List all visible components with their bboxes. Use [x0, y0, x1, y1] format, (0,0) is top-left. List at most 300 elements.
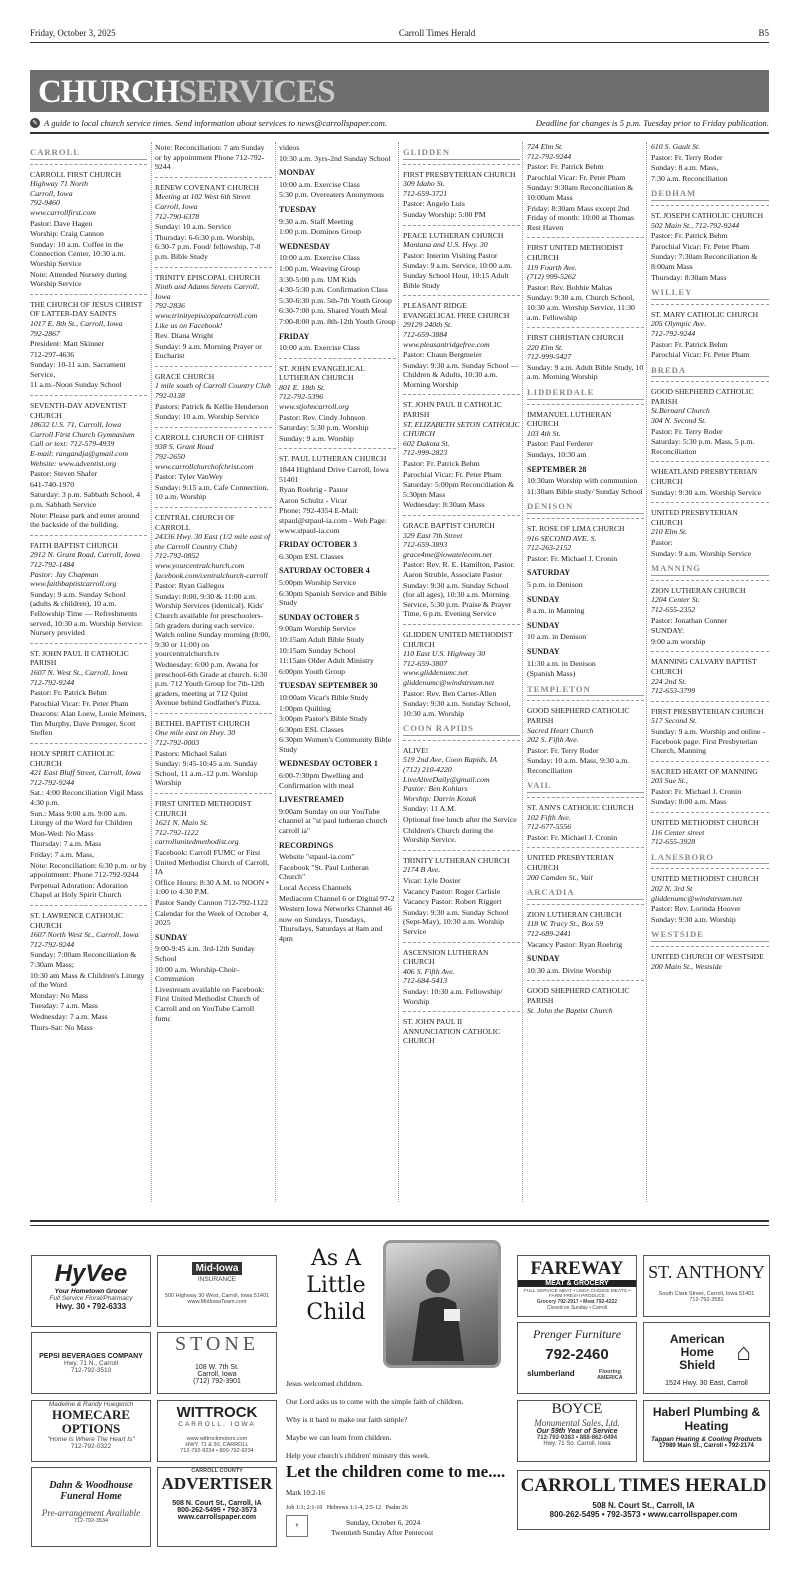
service-line: 10 a.m. in Denison [527, 632, 587, 642]
church-name: ST. JOHN PAUL II ANNUNCIATION CATHOLIC CHURCH [403, 1017, 501, 1046]
church-address: 502 Main St., 712-792-9244 [651, 220, 740, 230]
service-line: Sunday: 11 A.M. [403, 804, 456, 814]
schedule-day-heading: SUNDAY [527, 646, 560, 656]
service-line: Livestream available on Facebook: First United Methodist Church of Carroll and on YouTube Carroll fumc [155, 984, 265, 1023]
church-entry [155, 513, 272, 708]
church-name: ST. JOHN EVANGELICAL LUTHERAN CHURCH [279, 363, 365, 383]
service-line: Sat.: 4:00 Reconciliation Vigil Mass 4:30 p.m. [30, 788, 144, 808]
child-reading-photo [383, 1240, 501, 1368]
service-line: Optional free lunch after the Service [403, 815, 517, 825]
service-line: Pastor: Dave Hagen [30, 218, 93, 228]
fareway-phones: Grocery 792-2917 • Meat 792-4222 [536, 1299, 618, 1305]
church-address: 220 Elm St. 712-999-5427 [527, 342, 572, 362]
entry-separator [651, 381, 769, 382]
service-line: Tuesday: 7 a.m. Mass [30, 1001, 98, 1011]
church-entry [651, 310, 769, 360]
church-address: 103 4th St. [527, 428, 561, 438]
church-address: 2912 N. Grant Road, Carroll, Iowa 712-792-1484 Pastor: Jay Chapman www.faithbaptistcarroll.org [30, 550, 141, 589]
service-line: Sunday: 9:30 a.m. Worship [651, 914, 736, 924]
church-name: ST. PAUL LUTHERAN CHURCH [279, 454, 387, 464]
service-line: Pastor: Chaun Bergmeier [403, 350, 482, 360]
service-line: 10:30 am Mass & Children's Liturgy of the Word [30, 970, 145, 990]
church-address: St.Bernard Church 304 N. Second St. [651, 406, 710, 426]
church-entry [279, 217, 396, 237]
banner-title-part2: SERVICES [178, 74, 335, 110]
church-address: St. John the Baptist Church [527, 1005, 613, 1015]
service-line: Pastor: Ryan Gallegos [155, 581, 225, 591]
ad-dahn[interactable] [31, 1467, 151, 1547]
entry-separator [155, 366, 272, 367]
service-line: Friday: 8:30am Mass except 2nd Friday of month: 10:00 at Thomas Rest Haven [527, 203, 635, 232]
town-heading: MANNING [651, 564, 769, 576]
service-line: Sunday: 9 a.m. Worship and online - Facebook page: First Presbyterian Church, Manning [651, 726, 766, 756]
entry-separator [651, 580, 769, 581]
service-line: Friday: 7 a.m. Mass, [30, 850, 95, 859]
service-line: 6:30pm ESL Classes [279, 551, 344, 561]
entry-separator [651, 946, 769, 947]
service-line: Saturday: 5:30 p.m. Worship [279, 423, 369, 433]
service-line: Pastor: Fr. Patrick Behm [403, 459, 480, 469]
fareway-line: FULL SERVICE MEAT • USDA CHOICE MEATS • FARM FRESH PRODUCE [524, 1289, 630, 1299]
schedule-day-heading: FRIDAY [279, 331, 310, 341]
church-entry [527, 606, 644, 616]
service-line: 9:00 a.m worship [651, 636, 706, 646]
homecare-top: Madeline & Randy Huegerich [48, 1401, 134, 1408]
service-line: 9:00am Worship Service [279, 624, 356, 634]
column-divider [275, 142, 276, 1202]
service-line: 7:30 a.m. Reconciliation [651, 173, 728, 183]
church-address: Meeting at 102 West 6th Street Carroll, Iowa 712-790-6378 [155, 192, 251, 221]
service-line: 10:15am Sunday School [279, 645, 356, 655]
service-line: 10:00am Vicar's Bible Study [279, 692, 369, 702]
service-line: Saturday: 3 p.m. Sabbath School, 4 p.m. Sabbath Service [30, 490, 141, 509]
service-line: 10:30 a.m. 3yrs-2nd Sunday School [279, 153, 391, 163]
church-entry [527, 142, 644, 232]
church-name: FIRST UNITED METHODIST CHURCH [155, 799, 252, 818]
church-entry [155, 143, 272, 172]
church-name: FIRST PRESBYTERIAN CHURCH [651, 706, 764, 716]
feature-date: Sunday, October 6, 2024 [346, 1518, 421, 1527]
service-line: 5:00pm Worship Service [279, 577, 357, 587]
church-name: GOOD SHEPHERD CATHOLIC PARISH [527, 706, 630, 725]
service-line: Aaron Schultz - Vicar [279, 495, 348, 505]
church-entry [527, 476, 644, 496]
ad-wittrock[interactable] [157, 1400, 277, 1462]
ad-haberl[interactable] [643, 1400, 770, 1462]
church-entry [651, 508, 769, 558]
church-entry [403, 231, 520, 291]
entry-separator [527, 237, 644, 238]
pepsi-addr: Hwy. 71 N., Carroll [63, 1360, 119, 1367]
midiowa-addr: 500 Highway 30 West, Carroll, Iowa 51401 [164, 1293, 270, 1299]
entry-separator [30, 294, 147, 295]
boyce-sub: Monumental Sales, Ltd. [534, 1418, 620, 1428]
church-name: ST. ROSE OF LIMA CHURCH [527, 524, 625, 533]
stone-city: Carroll, Iowa [197, 1371, 237, 1378]
church-name: TRINITY LUTHERAN CHURCH [403, 855, 510, 865]
church-name: HOLY SPIRIT CATHOLIC CHURCH [30, 749, 115, 768]
church-entry [30, 170, 147, 289]
town-heading: WILLEY [651, 288, 769, 300]
church-name: PEACE LUTHERAN CHURCH [403, 230, 504, 240]
prenger-name: Prenger Furniture [532, 1327, 622, 1341]
wittrock-city: CARROLL, IOWA [178, 1421, 256, 1428]
feature-headline: Let the children come to me.... [286, 1462, 506, 1481]
service-line: Sunday: 9:30 a.m. Worship Service [651, 487, 762, 497]
service-line: Pastor: Fr. Patrick Behm [651, 231, 728, 241]
service-line: Wednesday: 6:00 p.m. Awana for preschool-6th Grade at church. 6:30 p.m. 712 Youth Group for 7th-12th graders, meeting at 712 Quint Avenue behind Godfather's Pizza. [155, 659, 268, 708]
church-address: 801 E. 18th St. 712-792-5396 www.stjohncarroll.org [279, 382, 349, 412]
service-line: Mon-Wed: No Mass [30, 828, 94, 838]
church-entry [651, 952, 769, 971]
church-entry [527, 659, 644, 679]
service-line: Pastor: Fr. Michael J. Cronin [527, 553, 618, 563]
ad-carroll-times-herald[interactable] [517, 1470, 770, 1530]
schedule-day-heading: WEDNESDAY [279, 241, 331, 251]
feature-title: As A Little Child [306, 1246, 366, 1325]
church-name: ZION LUTHERAN CHURCH [527, 909, 622, 919]
church-entry [651, 707, 769, 756]
service-line: Parochial Vicar: Fr. Peter Pham [30, 698, 129, 708]
entry-separator [30, 395, 147, 396]
church-entry [651, 874, 769, 924]
church-entry [527, 706, 644, 775]
service-line: Pastors: Patrick & Kellie Henderson [155, 401, 269, 411]
church-entry [155, 719, 272, 788]
church-address: 1621 N. Main St. 712-792-1122 carrollunitedmethodist.org [155, 818, 239, 847]
church-entry [279, 143, 396, 163]
service-line: Website "stpaul-ia.com" [279, 852, 355, 862]
church-entry [527, 966, 644, 976]
service-line: Pastor: Fr. Terry Roder [651, 152, 723, 162]
wittrock-addr: HWY. 71 & 30, CARROLL [185, 1442, 249, 1448]
church-address: 309 Idaho St. 712-659-3721 [403, 179, 448, 198]
entry-separator [155, 793, 272, 794]
church-name: THE CHURCH OF JESUS CHRIST OF LATTER-DAY SAINTS [30, 299, 143, 319]
service-line: Vacancy Pastor: Robert Riggert [403, 897, 502, 907]
church-entry [279, 852, 396, 943]
service-line: Children's Church during the Worship Service. [403, 825, 494, 845]
service-line: 11 a.m.-Noon Sunday School [30, 380, 122, 390]
schedule-day-heading: TUESDAY SEPTEMBER 30 [279, 681, 378, 691]
stone-logo: STONE [174, 1333, 260, 1355]
church-name: MANNING CALVARY BAPTIST CHURCH [651, 657, 757, 676]
listing-column-1 [30, 142, 147, 1202]
church-entry [527, 333, 644, 382]
church-entry [527, 410, 644, 460]
boyce-addr: Hwy. 71 So. Carroll, Iowa [543, 1441, 611, 1447]
church-name: CARROLL CHURCH OF CHRIST [155, 432, 265, 442]
schedule-day-heading: RECORDINGS [279, 840, 334, 850]
church-name: FIRST PRESBYTERIAN CHURCH [403, 169, 516, 179]
schedule-day-heading: FRIDAY OCTOBER 3 [279, 540, 357, 550]
service-line: Thurs-Sat: No Mass [30, 1022, 93, 1032]
ad-hyvee[interactable] [31, 1255, 151, 1327]
service-line: Sunday: 7:30am Reconciliation & 8:00am Mass [651, 252, 758, 271]
church-entry [403, 746, 520, 845]
church-entry [155, 944, 272, 1023]
header-page: B5 [758, 28, 769, 38]
entry-separator [155, 267, 272, 268]
town-heading: COON RAPIDS [403, 724, 520, 736]
service-line: Thursday: 8:30am Mass [651, 272, 727, 282]
ads-rule [30, 1220, 769, 1222]
church-name: FIRST CHRISTIAN CHURCH [527, 333, 624, 343]
stanthony-logo: ST. ANTHONY [648, 1262, 765, 1282]
entry-separator [30, 905, 147, 906]
church-name: CARROLL FIRST CHURCH [30, 169, 122, 179]
church-entry [30, 541, 147, 638]
church-address: 1017 E. 8th St., Carroll, Iowa 792-2867 [30, 318, 123, 338]
service-line: Rev. Diana Wright [155, 331, 214, 341]
homecare-tag: "Home Is Where The Heart Is" [47, 1436, 135, 1443]
service-line: Parochial Vicar: Fr. Peter Pham [651, 241, 750, 251]
church-address: 205 Olympic Ave. 712-792-9244 [651, 319, 707, 338]
entry-separator [403, 515, 520, 516]
service-line: Sunday: 10 a.m. Worship Service [155, 412, 260, 422]
church-address: 421 East Bluff Street, Carroll, Iowa 712-792-9244 [30, 768, 141, 787]
cth-addr: 508 N. Court St., Carroll, IA [592, 1501, 695, 1510]
service-line: President: Matt Skinner [30, 339, 105, 349]
stone-addr: 108 W. 7th St. [195, 1364, 239, 1371]
church-entry [279, 624, 396, 676]
service-line: Pastor: Fr. Terry Roder [651, 426, 723, 436]
schedule-day-heading: TUESDAY [279, 204, 317, 214]
header-paper: Carroll Times Herald [398, 28, 476, 38]
church-entry [403, 301, 520, 389]
schedule-day-heading: SUNDAY OCTOBER 5 [279, 612, 360, 622]
church-entry [651, 211, 769, 282]
church-entry [30, 749, 147, 900]
church-name: GLIDDEN UNITED METHODIST CHURCH [403, 629, 513, 649]
column-divider [522, 142, 523, 1202]
entry-separator [155, 177, 272, 178]
church-name: IMMANUEL LUTHERAN CHURCH [527, 409, 612, 429]
schedule-day-heading: SEPTEMBER 28 [527, 464, 587, 474]
town-heading: LANESBORO [651, 853, 769, 865]
service-line: Ryan Roehrig - Pastor [279, 485, 349, 495]
church-entry [279, 364, 396, 444]
service-line: Office Hours: 8:30 A.M. to NOON • 1:00 to 4:30 P.M. [155, 877, 269, 897]
church-entry [279, 343, 396, 353]
church-entry [155, 799, 272, 928]
service-line: 1:00 p.m. Dominos Group [279, 227, 362, 237]
feature-line-2: Our Lord asks us to come with the simple faith of children. [286, 1397, 464, 1406]
church-address: Ninth and Adams Streets Carroll, Iowa 792-2836 www.trinityepiscopalcarroll.com Like us on Facebook! [155, 282, 259, 330]
service-line: 6:30pm ESL Classes [279, 724, 344, 734]
service-line: 10:00 a.m. Exercise Class [279, 179, 360, 189]
entry-separator [651, 205, 769, 206]
ad-prenger[interactable] [517, 1322, 637, 1394]
service-line: 6:00pm Youth Group [279, 666, 346, 676]
church-name: ST. MARY CATHOLIC CHURCH [651, 309, 759, 319]
church-name: UNITED METHODIST CHURCH [651, 874, 759, 884]
entry-separator [651, 651, 769, 652]
hyvee-line3: Hwy. 30 • 792-6333 [55, 1302, 127, 1311]
church-name: TRINITY EPISCOPAL CHURCH [155, 272, 261, 282]
service-line: 10:00 a.m. Worship-Choir-Communion [155, 964, 239, 984]
prenger-brand-1: slumberland [527, 1369, 575, 1378]
church-entry [279, 578, 396, 608]
service-line: 1:00 p.m. Weaving Group [279, 263, 360, 273]
entry-separator [30, 535, 147, 536]
entry-separator [403, 942, 520, 943]
church-name: RENEW COVENANT CHURCH [155, 182, 259, 192]
service-line: Sunday: 10 a.m. Coffee in the Connection Center, 10:30 a.m. Worship Service [30, 239, 126, 268]
church-name: WHEATLAND PRESBYTERIAN CHURCH [651, 467, 758, 487]
banner-title-part1: CHURCH [38, 74, 179, 110]
service-line: Vicar: Lyle Doster [403, 876, 461, 885]
church-name: GOOD SHEPHERD CATHOLIC PARISH [527, 986, 630, 1005]
ad-midiowa[interactable] [157, 1255, 277, 1327]
church-address: 119 Fourth Ave. (712) 999-5262 [527, 262, 577, 282]
church-address: 406 S. Fifth Ave. 712-684-5413 [403, 966, 455, 986]
service-line: 1:00pm Quilting [279, 703, 331, 713]
boyce-phone: 712-792-9383 • 888-862-0494 [536, 1435, 618, 1441]
service-line: Sunday: 8:00 a.m. Mass [651, 797, 727, 807]
ad-stanthony[interactable] [643, 1255, 770, 1317]
ad-american-home-shield[interactable] [643, 1322, 770, 1394]
service-line: Pastor: Rev. Ben Carter-Allen [403, 688, 497, 698]
service-line: 3:30-5:00 p.m. UM Kids [279, 274, 357, 284]
church-name: ST. ANN'S CATHOLIC CHURCH [527, 803, 634, 813]
church-entry [651, 818, 769, 847]
church-name: UNITED CHURCH OF WESTSIDE [651, 952, 764, 961]
church-address: 200 Main St., Westside [651, 961, 722, 971]
church-entry [527, 580, 644, 590]
church-address: 24336 Hwy. 30 East (1/2 mile east of the Carroll Country Club) 712-792-0852 www.yourcentralchurch.com facebook.com/centralchurch-carroll [155, 532, 271, 580]
advertiser-phone: 800-262-5495 • 792-3573 [177, 1507, 257, 1514]
midiowa-logo: Mid-Iowa [192, 1262, 243, 1275]
church-name: ST. JOHN PAUL II CATHOLIC PARISH [30, 648, 129, 668]
service-line: Saturday: 5:00pm Reconciliation & 5:30pm Mass [403, 480, 515, 499]
tagline-deadline: Deadline for changes is 5 p.m. Tuesday prior to Friday publication. [535, 118, 769, 128]
service-line: (Spanish Mass) [527, 669, 576, 679]
schedule-day-heading: SUNDAY [527, 594, 560, 604]
entry-separator [527, 797, 644, 798]
service-line: Sunday: 9:15 a.m. Cafe Connection, 10 a.m. Worship [155, 482, 269, 502]
entry-separator [403, 1011, 520, 1012]
ad-advertiser[interactable] [157, 1467, 277, 1547]
church-entry [403, 630, 520, 718]
schedule-day-heading: WEDNESDAY OCTOBER 1 [279, 759, 378, 769]
church-address: 329 East 7th Street 712-659-3893 grace4me@iowatelecom.net [403, 530, 492, 559]
service-line: Note: Attended Nursery during Worship Service [30, 269, 127, 289]
tagline-rule [30, 132, 769, 134]
service-line: Pastor: Paul Ferderer [527, 439, 593, 449]
service-line: 7:00-8:00 p.m. 8th-12th Youth Group [279, 316, 396, 326]
entry-separator [30, 743, 147, 744]
ad-fareway[interactable] [517, 1255, 637, 1317]
church-address: 203 Sue St., [651, 776, 688, 786]
ad-homecare[interactable] [31, 1400, 151, 1462]
service-line: Sunday: 9 a.m. Service, 10:00 a.m. Sunday School Hour, 10:15 Adult Bible Study [403, 261, 513, 290]
church-entry [403, 521, 520, 619]
service-line: Sunday: 9:30 a.m. Sunday School — Children & Adults, 10:30 a.m. Morning Worship [403, 360, 519, 389]
boyce-year: Our 59th Year of Service [536, 1428, 618, 1435]
service-line: Facebook "St. Paul Lutheran Church" [279, 862, 369, 882]
feature-line-4: Maybe we can learn from children. [286, 1433, 392, 1442]
schedule-day-heading: SATURDAY [527, 568, 571, 578]
entry-separator [30, 164, 147, 165]
church-name: ST. JOSEPH CATHOLIC CHURCH [651, 210, 764, 220]
ahs-addr: 1524 Hwy. 30 East, Carroll [665, 1380, 748, 1387]
church-entry [527, 632, 644, 642]
church-entry [155, 372, 272, 422]
town-heading: GLIDDEN [403, 148, 520, 160]
service-line: Pastor: Fr. Michael J. Cronin [651, 786, 742, 796]
church-entry [651, 467, 769, 497]
ad-pepsi[interactable] [31, 1332, 151, 1394]
service-line: 6:30-7:00 p.m. Shared Youth Meal [279, 306, 388, 316]
hyvee-line1: Your Hometown Grocer [54, 1288, 128, 1295]
church-name: GOOD SHEPHERD CATHOLIC PARISH [651, 387, 754, 406]
entry-separator [279, 358, 396, 359]
stanthony-addr: South Clark Street, Carroll, Iowa 51401 [658, 1291, 755, 1297]
church-address: Montana and U.S. Hwy. 30 [403, 240, 488, 250]
section-banner [30, 70, 769, 112]
service-line: Note: Please park and enter around the backside of the building. [30, 510, 140, 530]
church-entry [155, 183, 272, 262]
feature-line-3: Why is it hard to make our faith simple? [286, 1415, 408, 1424]
church-entry [279, 253, 396, 326]
service-line: Parochial Vicar: Fr. Peter Pham [527, 172, 626, 182]
service-line: Vacancy Pastor: Roger Carlisle [403, 886, 501, 896]
boyce-name: BOYCE [551, 1401, 603, 1417]
midiowa-sub: INSURANCE [197, 1276, 237, 1283]
schedule-day-heading: SUNDAY [155, 932, 188, 942]
service-line: Pastor: Rev. Cindy Johnson [279, 412, 366, 422]
ad-stone[interactable] [157, 1332, 277, 1394]
church-entry [403, 856, 520, 937]
service-line: 8 a.m. in Manning [527, 606, 585, 616]
service-line: 641-740-1970 [30, 479, 75, 489]
church-address: 110 East U.S. Highway 30 712-659-3807 www.gliddenumc.net gliddenumc@windstream.net [403, 649, 495, 687]
church-entry [527, 986, 644, 1015]
column-divider [398, 142, 399, 1202]
tagline-text: A guide to local church service times. Send information about services to news@carrollspaper.com. [44, 118, 387, 128]
hyvee-logo: HyVee [54, 1260, 128, 1287]
church-name: ST. LAWRENCE CATHOLIC CHURCH [30, 910, 124, 930]
service-line: Sunday: 9:45-10:45 a.m. Sunday School, 11 a.m.-12 p.m. Worship Worship [155, 759, 258, 788]
town-heading: ARCADIA [527, 888, 644, 900]
service-line: 712-297-4636 [30, 349, 75, 359]
cth-phone: 800-262-5495 • 792-3573 • www.carrollspaper.com [549, 1510, 738, 1519]
ad-boyce[interactable] [517, 1400, 637, 1462]
page-header [30, 28, 769, 40]
fareway-closed: Closed on Sunday • Carroll [546, 1305, 608, 1311]
listing-column-2 [155, 142, 272, 1202]
church-entry [30, 300, 147, 390]
church-name: BETHEL BAPTIST CHURCH [155, 718, 250, 728]
feature-ref: Mark 10:2-16 [286, 1489, 325, 1497]
service-line: Worship: Craig Cannon [30, 229, 104, 239]
service-line: Sunday: 9 a.m. Morning Prayer or Eucharist [155, 341, 262, 361]
service-line: Sunday: 9:30am Reconciliation & 10:00am Mass [527, 183, 634, 202]
service-line: Sunday: 9:30 a.m. Sunday School, 10:30 a.m. Worship [403, 699, 511, 718]
church-entry [30, 401, 147, 530]
town-heading: WESTSIDE [651, 930, 769, 942]
church-entry [279, 180, 396, 200]
church-address: 519 2nd Ave, Coon Rapids, IA (712) 210-4220 LiveAliveDaily@gmail.com Pastor: Ben Kohlars Worship: Darrin Kozak [403, 755, 498, 803]
entry-separator [403, 225, 520, 226]
church-address: 1607 N. West St., Carroll, Iowa 712-792-9244 [30, 667, 128, 687]
service-line: Perpetual Adoration: Adoration Chapel at Holy Spirit Church [30, 880, 128, 900]
service-line: now on Sundays, Tuesdays, Thursdays, Saturdays at 8am and 4pm [279, 914, 383, 943]
service-line: Pastor: [651, 538, 673, 547]
church-entry [651, 767, 769, 807]
church-entry [155, 433, 272, 502]
